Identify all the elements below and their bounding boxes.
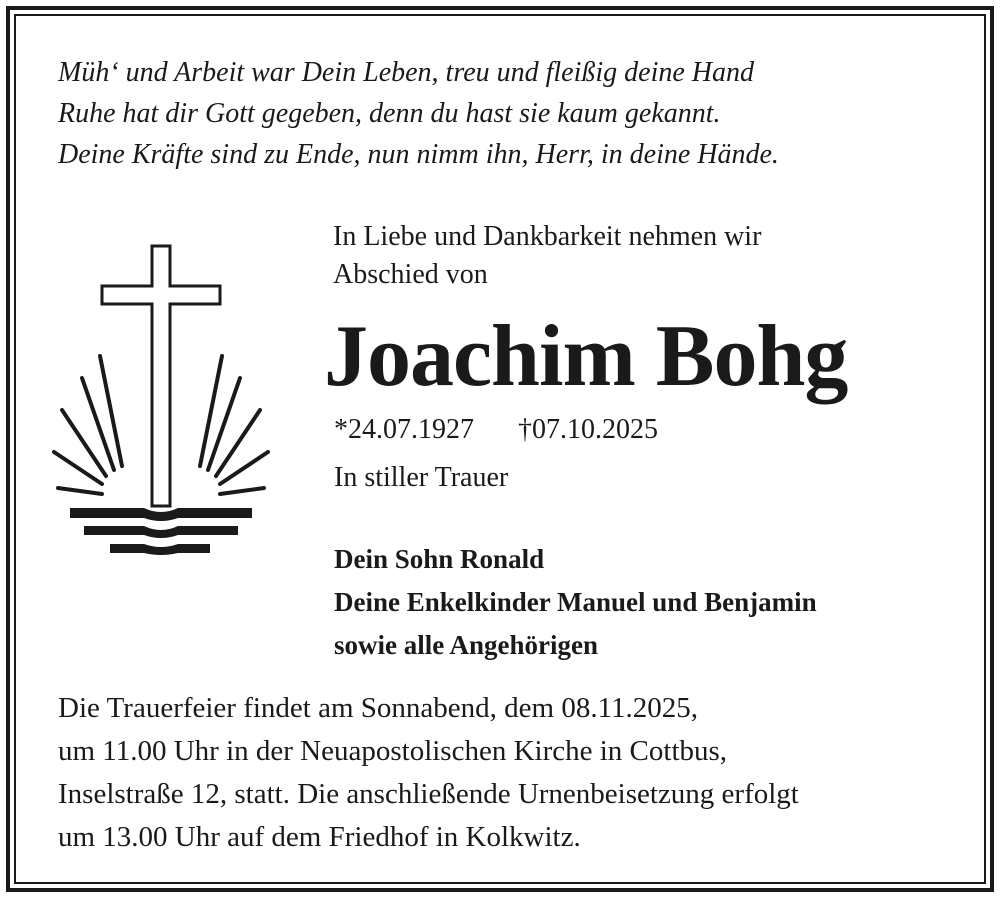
sun-rays-icon	[54, 356, 268, 494]
intro-line: Abschied von	[333, 259, 488, 290]
mourner-entry: Deine Enkelkinder Manuel und Benjamin	[334, 587, 817, 617]
mourners-list	[334, 538, 817, 667]
life-dates	[334, 410, 658, 450]
ceremony-line: Die Trauerfeier findet am Sonnabend, dem 08.11.2025,	[58, 692, 699, 724]
waves-icon	[70, 508, 252, 555]
birth-date: *24.07.1927	[334, 414, 474, 445]
death-date: †07.10.2025	[518, 414, 658, 445]
deceased-name: Joachim Bohg	[324, 308, 848, 405]
mourning-line: In stiller Trauer	[334, 462, 509, 493]
poem-verse	[58, 52, 958, 175]
ceremony-line: Inselstraße 12, statt. Die anschließende Urnenbeisetzung erfolgt	[58, 778, 799, 810]
poem-line: Müh‘ und Arbeit war Dein Leben, treu und fleißig deine Hand	[58, 57, 755, 88]
cross-with-sunrise-and-waves-icon	[48, 240, 274, 560]
ceremony-info	[58, 687, 958, 859]
mourner-entry: Dein Sohn Ronald	[334, 544, 545, 574]
poem-line: Ruhe hat dir Gott gegeben, denn du hast sie kaum gekannt.	[58, 98, 721, 129]
ceremony-line: um 11.00 Uhr in der Neuapostolischen Kirche in Cottbus,	[58, 735, 728, 767]
cross-icon	[102, 246, 220, 506]
poem-line: Deine Kräfte sind zu Ende, nun nimm ihn, Herr, in deine Hände.	[58, 139, 779, 170]
farewell-intro	[333, 218, 953, 294]
mourner-entry: sowie alle Angehörigen	[334, 630, 598, 660]
intro-line: In Liebe und Dankbarkeit nehmen wir	[333, 221, 762, 252]
ceremony-line: um 13.00 Uhr auf dem Friedhof in Kolkwitz.	[58, 821, 581, 853]
